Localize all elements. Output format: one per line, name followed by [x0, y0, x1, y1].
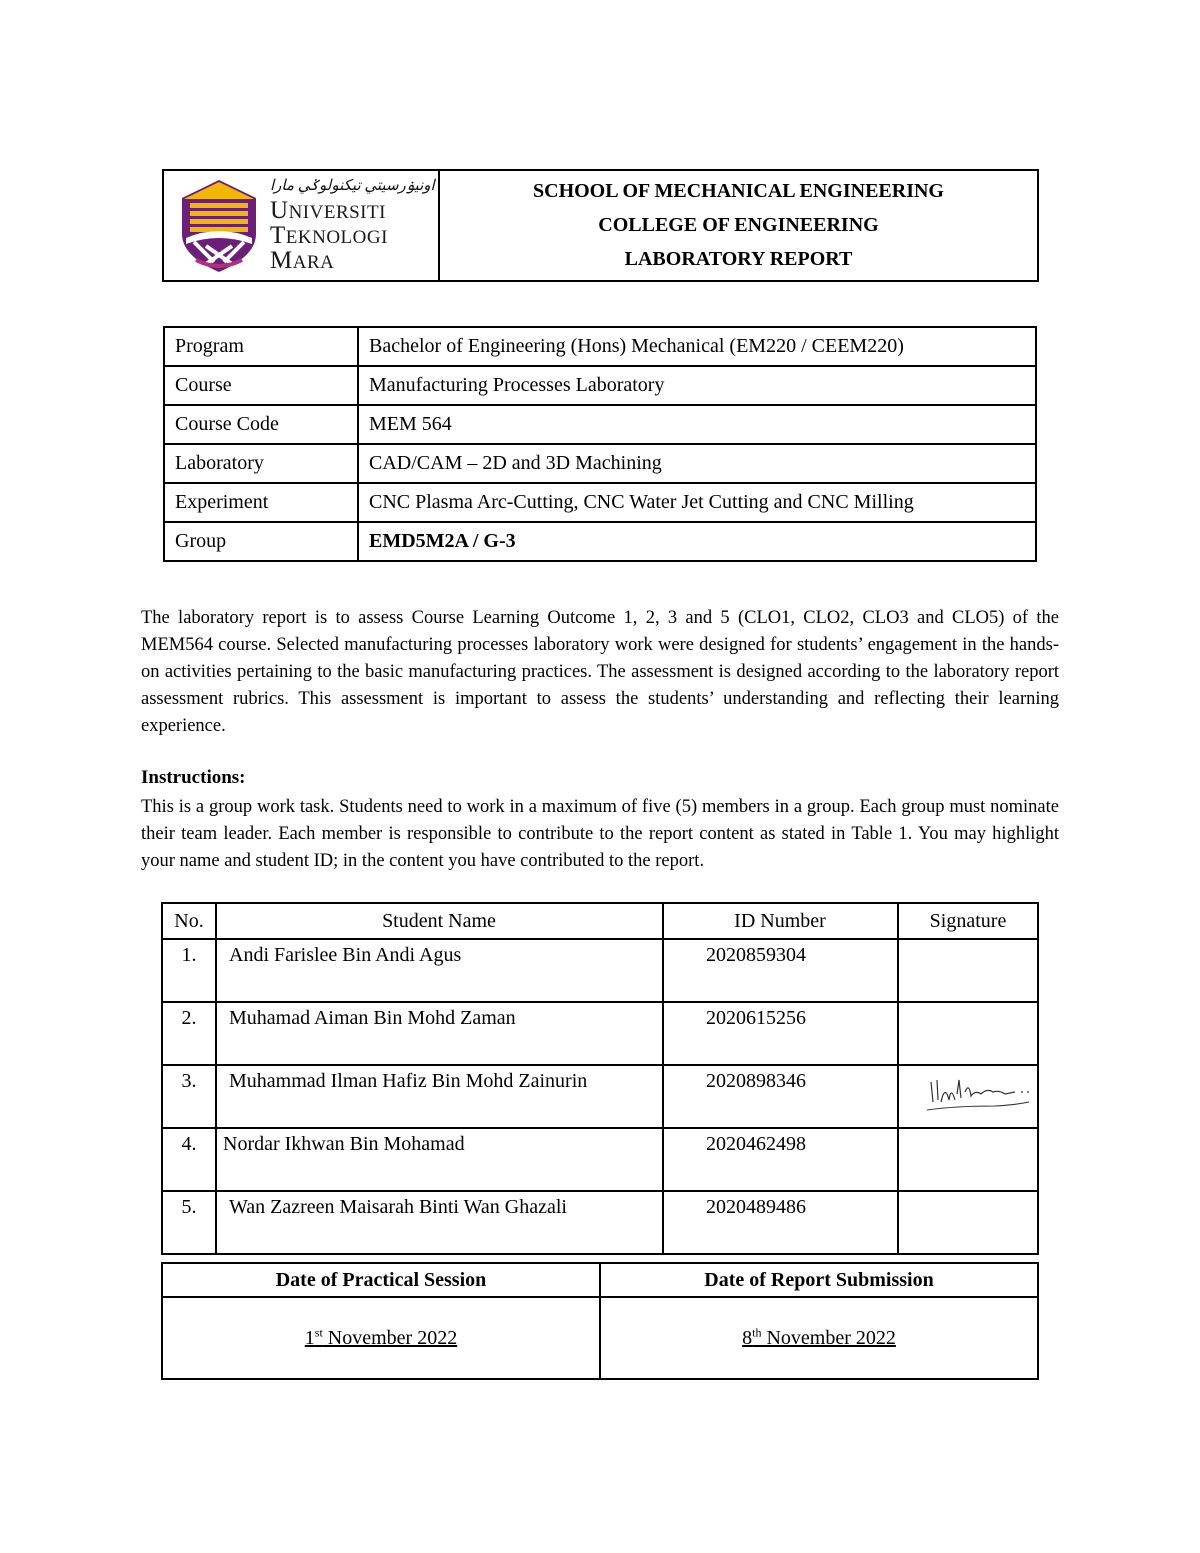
members-header-row	[162, 903, 1038, 939]
report-header	[162, 169, 1039, 282]
member-name: Muhamad Aiman Bin Mohd Zaman	[216, 1002, 663, 1065]
header-titles	[440, 171, 1037, 280]
info-row-laboratory	[164, 444, 1036, 483]
info-row-course	[164, 366, 1036, 405]
member-id: 2020462498	[663, 1128, 898, 1191]
member-no: 2.	[162, 1002, 216, 1065]
member-id: 2020898346	[663, 1065, 898, 1128]
member-signature	[898, 1128, 1038, 1191]
submission-date-label: Date of Report Submission	[600, 1263, 1038, 1297]
header-name: Student Name	[216, 903, 663, 939]
uitm-crest-icon	[176, 176, 262, 276]
instructions-heading: Instructions:	[141, 767, 246, 788]
member-signature	[898, 939, 1038, 1002]
logo-line-3: MARA	[270, 246, 335, 274]
member-no: 3.	[162, 1065, 216, 1128]
member-signature	[898, 1065, 1038, 1128]
table-row	[162, 1191, 1038, 1254]
handwritten-signature-icon	[925, 1072, 1037, 1116]
info-row-program	[164, 327, 1036, 366]
info-label: Program	[164, 327, 358, 366]
table-row	[162, 1065, 1038, 1128]
member-no: 4.	[162, 1128, 216, 1191]
table-row	[162, 1128, 1038, 1191]
info-value: Manufacturing Processes Laboratory	[358, 366, 1036, 405]
submission-date-value: 8th November 2022	[600, 1297, 1038, 1379]
course-info-table	[163, 326, 1037, 562]
member-signature	[898, 1191, 1038, 1254]
instructions-paragraph: This is a group work task. Students need to work in a maximum of five (5) members in a group. Each group must nominate their team leader. Each member is responsible to contribute to the report content as stated in Table 1. You may highlight your name and student ID; in the content you have contributed to the report.	[141, 797, 1059, 871]
member-no: 1.	[162, 939, 216, 1002]
info-label: Laboratory	[164, 444, 358, 483]
intro-paragraph: The laboratory report is to assess Course Learning Outcome 1, 2, 3 and 5 (CLO1, CLO2, CLO3 and CLO5) of the MEM564 course. Selected manufacturing processes laboratory work were designed for students’ engagement in the hands-on activities pertaining to the basic manufacturing practices. The assessment is designed according to the laboratory report assessment rubrics. This assessment is important to assess the students’ understanding and reflecting their learning experience.	[141, 608, 1059, 736]
table-row	[162, 939, 1038, 1002]
member-name: Muhammad Ilman Hafiz Bin Mohd Zainurin	[216, 1065, 663, 1128]
info-value: CNC Plasma Arc-Cutting, CNC Water Jet Cutting and CNC Milling	[358, 483, 1036, 522]
header-id: ID Number	[663, 903, 898, 939]
practical-date-label: Date of Practical Session	[162, 1263, 600, 1297]
member-id: 2020489486	[663, 1191, 898, 1254]
info-row-experiment	[164, 483, 1036, 522]
practical-date-value: 1st November 2022	[162, 1297, 600, 1379]
table-row	[162, 1002, 1038, 1065]
member-name: Wan Zazreen Maisarah Binti Wan Ghazali	[216, 1191, 663, 1254]
info-value: CAD/CAM – 2D and 3D Machining	[358, 444, 1036, 483]
info-row-course-code	[164, 405, 1036, 444]
members-table	[161, 902, 1039, 1255]
header-no: No.	[162, 903, 216, 939]
dates-header-row	[162, 1263, 1038, 1297]
info-label: Course	[164, 366, 358, 405]
logo-arabic-text: اونيۏرسيتي تيكنولوݢي مارا	[270, 177, 435, 194]
header-signature: Signature	[898, 903, 1038, 939]
report-title: LABORATORY REPORT	[624, 247, 853, 270]
college-title: COLLEGE OF ENGINEERING	[598, 213, 879, 236]
info-value: MEM 564	[358, 405, 1036, 444]
info-value: EMD5M2A / G-3	[358, 522, 1036, 561]
member-name: Nordar Ikhwan Bin Mohamad	[216, 1128, 663, 1191]
info-row-group	[164, 522, 1036, 561]
member-name: Andi Farislee Bin Andi Agus	[216, 939, 663, 1002]
info-label: Group	[164, 522, 358, 561]
member-no: 5.	[162, 1191, 216, 1254]
member-signature	[898, 1002, 1038, 1065]
school-title: SCHOOL OF MECHANICAL ENGINEERING	[533, 180, 944, 203]
uitm-logo	[164, 171, 440, 280]
info-label: Experiment	[164, 483, 358, 522]
dates-value-row	[162, 1297, 1038, 1379]
info-label: Course Code	[164, 405, 358, 444]
logo-line-2: TEKNOLOGI	[270, 221, 388, 249]
info-value: Bachelor of Engineering (Hons) Mechanical (EM220 / CEEM220)	[358, 327, 1036, 366]
dates-table	[161, 1262, 1039, 1380]
member-id: 2020859304	[663, 939, 898, 1002]
member-id: 2020615256	[663, 1002, 898, 1065]
logo-line-1: UNIVERSITI	[270, 196, 386, 224]
